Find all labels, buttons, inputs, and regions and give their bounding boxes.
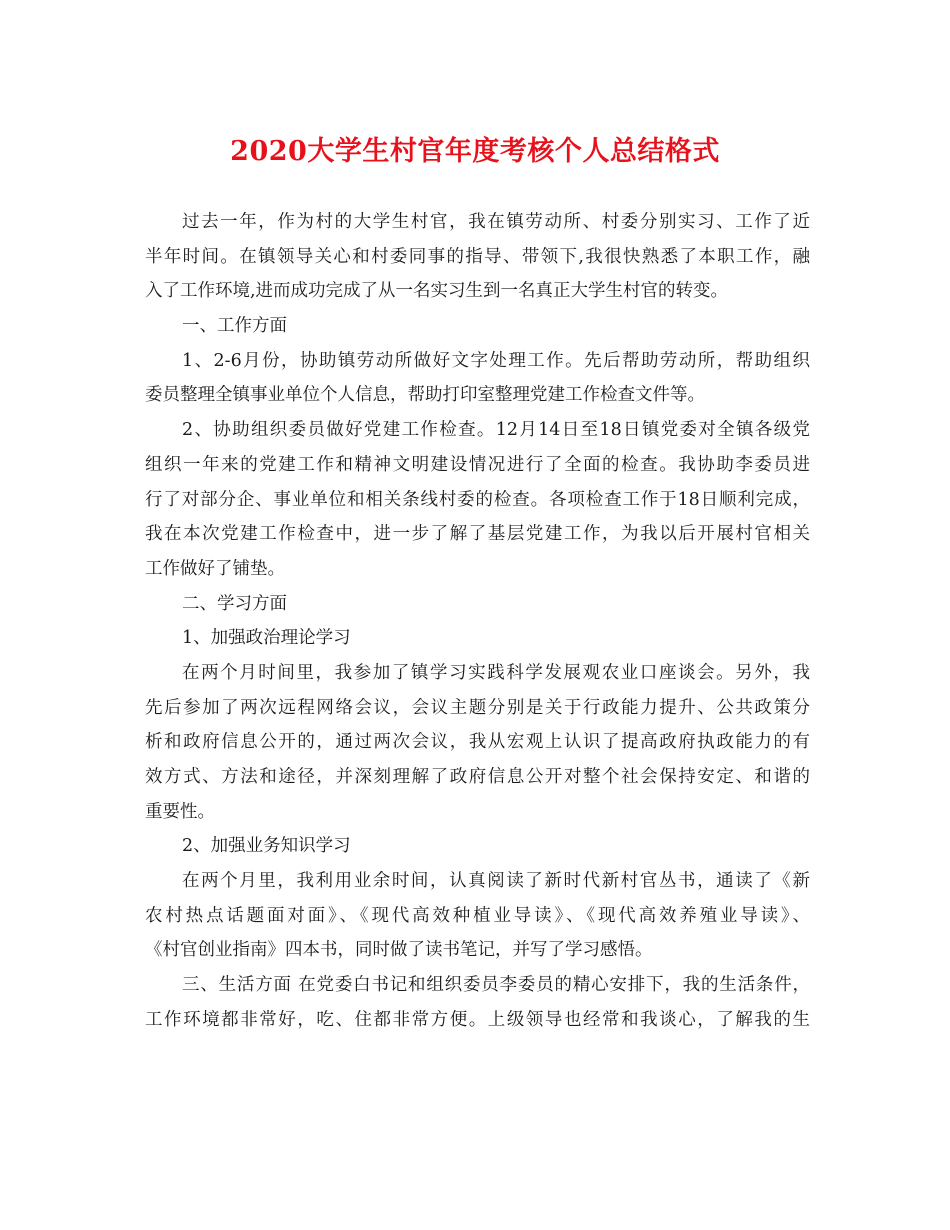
text-line: 入了工作环境,进而成功完成了从一名实习生到一名真正大学生村官的转变。 (145, 281, 729, 302)
text-line: 委员整理全镇事业单位个人信息，帮助打印室整理党建工作检查文件等。 (145, 385, 705, 406)
subsection-heading: 2、加强业务知识学习 (182, 836, 351, 857)
text-line: 《村官创业指南》四本书，同时做了读书笔记，并写了学习感悟。 (145, 940, 653, 961)
text-line: 组织一年来的党建工作和精神文明建设情况进行了全面的检查。我协助李委员进 (145, 454, 810, 475)
text-line: 过去一年，作为村的大学生村官，我在镇劳动所、村委分别实习、工作了近 (182, 212, 810, 232)
document-body (145, 205, 810, 1038)
text-line: 重要性。 (145, 801, 215, 822)
text-line: 工作环境都非常好，吃、住都非常方便。上级领导也经常和我谈心，了解我的生 (145, 1009, 810, 1030)
text-line: 在两个月里，我利用业余时间，认真阅读了新时代新村官丛书，通读了《新 (182, 871, 810, 892)
text-line: 行了对部分企、事业单位和相关条线村委的检查。各项检查工作于18日顺利完成， (145, 489, 810, 510)
text-line: 析和政府信息公开的，通过两次会议，我从宏观上认识了提高政府执政能力的有 (145, 732, 810, 753)
subsection-heading: 1、加强政治理论学习 (182, 628, 351, 649)
document-title: 2020大学生村官年度考核个人总结格式 (230, 136, 720, 167)
text-line: 我在本次党建工作检查中，进一步了解了基层党建工作，为我以后开展村官相关 (145, 524, 810, 545)
text-line: 农村热点话题面对面》、《现代高效种植业导读》、《现代高效养殖业导读》、 (145, 905, 810, 926)
text-line: 效方式、方法和途径，并深刻理解了政府信息公开对整个社会保持安定、和谐的 (145, 767, 810, 787)
text-line: 先后参加了两次远程网络会议，会议主题分别是关于行政能力提升、公共政策分 (145, 697, 810, 718)
text-line: 三、生活方面 在党委白书记和组织委员李委员的精心安排下，我的生活条件， (182, 975, 810, 996)
text-line: 2、协助组织委员做好党建工作检查。12月14日至18日镇党委对全镇各级党 (182, 420, 810, 441)
section-heading: 一、工作方面 (182, 316, 287, 337)
text-line: 半年时间。在镇领导关心和村委同事的指导、带领下,我很快熟悉了本职工作，融 (145, 246, 810, 267)
section-heading: 二、学习方面 (182, 593, 287, 614)
text-line: 1、2-6月份，协助镇劳动所做好文字处理工作。先后帮助劳动所，帮助组织 (182, 350, 810, 371)
text-line: 工作做好了铺垫。 (145, 558, 285, 579)
text-line: 在两个月时间里，我参加了镇学习实践科学发展观农业口座谈会。另外，我 (182, 662, 810, 683)
